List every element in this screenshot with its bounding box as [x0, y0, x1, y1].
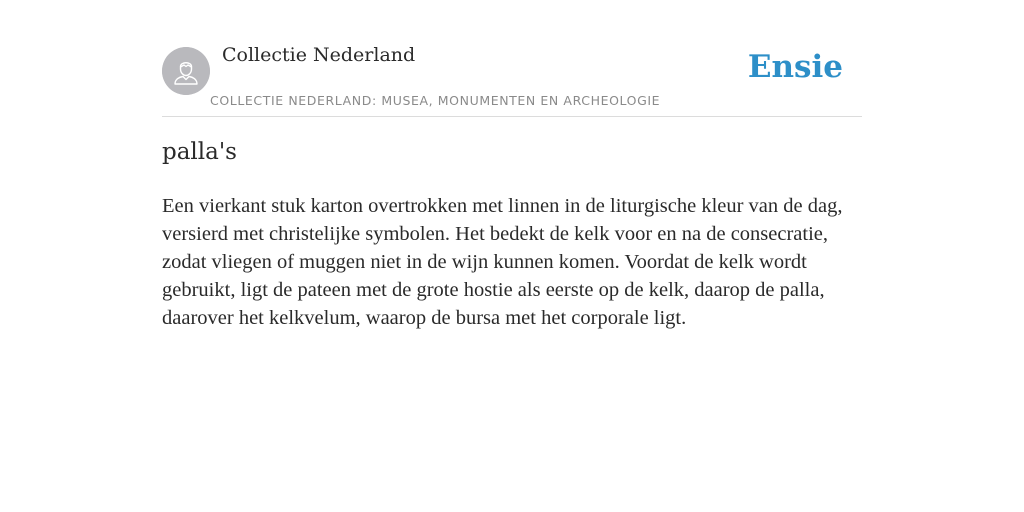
page-container	[162, 0, 862, 329]
person-outline-icon	[162, 47, 210, 95]
entry-title: palla's	[162, 139, 237, 165]
user-avatar-icon[interactable]	[162, 47, 210, 95]
entry-body: Een vierkant stuk karton overtrokken met linnen in de liturgische kleur van de dag, versierd met christelijke symbolen. Het bedekt de kelk voor en na de consecratie, zodat vliegen of muggen niet in de wijn kunnen komen. Voordat de kelk wordt gebruikt, ligt de pateen met de grote hostie als eerste op de kelk, daarop de palla, daarover het kelkvelum, waarop de bursa met het corporale ligt.	[162, 195, 843, 329]
ensie-logo[interactable]: Ensie	[747, 49, 843, 85]
author-name-link[interactable]: Collectie Nederland	[222, 44, 416, 66]
entry-header	[162, 0, 862, 117]
author-subtitle: COLLECTIE NEDERLAND: MUSEA, MONUMENTEN EN ARCHEOLOGIE	[210, 93, 661, 108]
